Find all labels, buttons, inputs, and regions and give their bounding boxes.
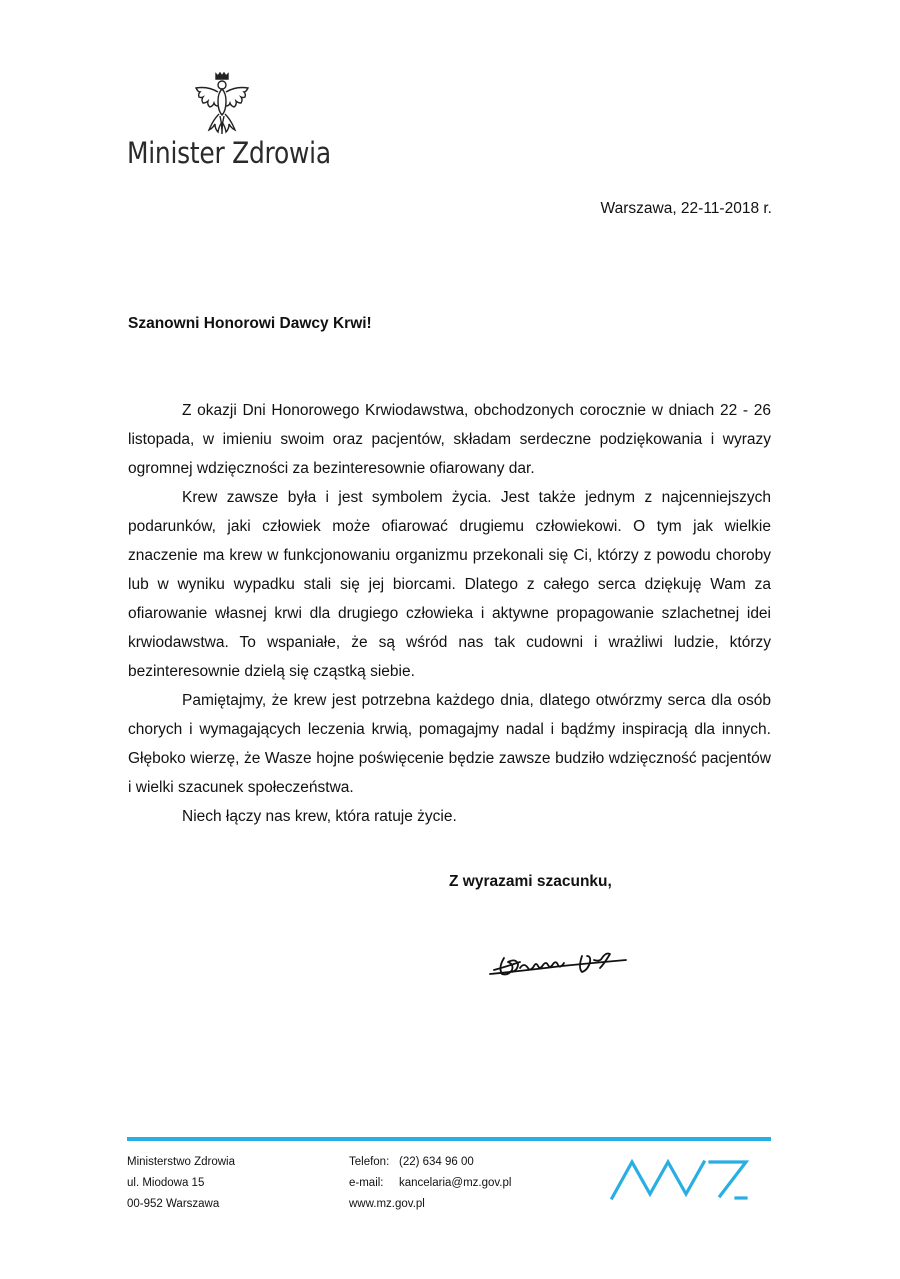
handwritten-signature-icon [486, 946, 636, 982]
phone-value: (22) 634 96 00 [399, 1156, 474, 1168]
body-paragraph: Pamiętajmy, że krew jest potrzebna każdego dnia, dlatego otwórzmy serca dla osób chorych i wymagających leczenia krwią, pomagajmy nadal i bądźmy inspiracją dla innych. Głęboko wierzę, że Wasze hojne poświęcenie będzie zawsze budziło wdzięczność pacjentów i wielki szacunek społeczeństwa. [128, 692, 771, 796]
website-link[interactable]: www.mz.gov.pl [349, 1198, 425, 1210]
body-paragraph: Niech łączy nas krew, która ratuje życie. [182, 808, 457, 825]
footer-street: ul. Miodowa 15 [127, 1177, 205, 1189]
sender-title: Minister Zdrowia [127, 136, 331, 170]
footer-city: 00-952 Warszawa [127, 1198, 220, 1210]
footer-contact [349, 1152, 511, 1215]
mz-logo-icon [610, 1158, 750, 1200]
email-value[interactable]: kancelaria@mz.gov.pl [399, 1177, 512, 1189]
letter-body [128, 396, 771, 831]
body-paragraph: Krew zawsze była i jest symbolem życia. Jest także jednym z najcenniejszych podarunków, jaki człowiek może ofiarować drugiemu człowiekowi. O tym jak wielkie znaczenie ma krew w funkcjonowaniu organizmu przekonali się Ci, którzy z powodu choroby lub w wyniku wypadku stali się jej biorcami. Dlatego z całego serca dziękuję Wam za ofiarowanie własnej krwi dla drugiego człowieka i aktywne propagowanie szlachetnej idei krwiodawstwa. To wspaniałe, że są wśród nas tak cudowni i wrażliwi ludzie, którzy bezinteresownie dzielą się cząstką siebie. [128, 489, 771, 680]
email-label: e-mail: [349, 1177, 384, 1189]
closing: Z wyrazami szacunku, [449, 873, 612, 890]
body-paragraph: Z okazji Dni Honorowego Krwiodawstwa, obchodzonych corocznie w dniach 22 - 26 listopada, w imieniu swoim oraz pacjentów, składam serdeczne podziękowania i wyrazy ogromnej wdzięczności za bezinteresownie ofiarowany dar. [128, 402, 771, 477]
letter-date: Warszawa, 22-11-2018 r. [600, 200, 772, 217]
footer-divider [127, 1137, 771, 1141]
polish-eagle-emblem-icon [192, 72, 252, 136]
phone-label: Telefon: [349, 1156, 390, 1168]
footer-org-name: Ministerstwo Zdrowia [127, 1156, 235, 1168]
salutation: Szanowni Honorowi Dawcy Krwi! [128, 315, 372, 332]
footer-address [127, 1152, 235, 1215]
